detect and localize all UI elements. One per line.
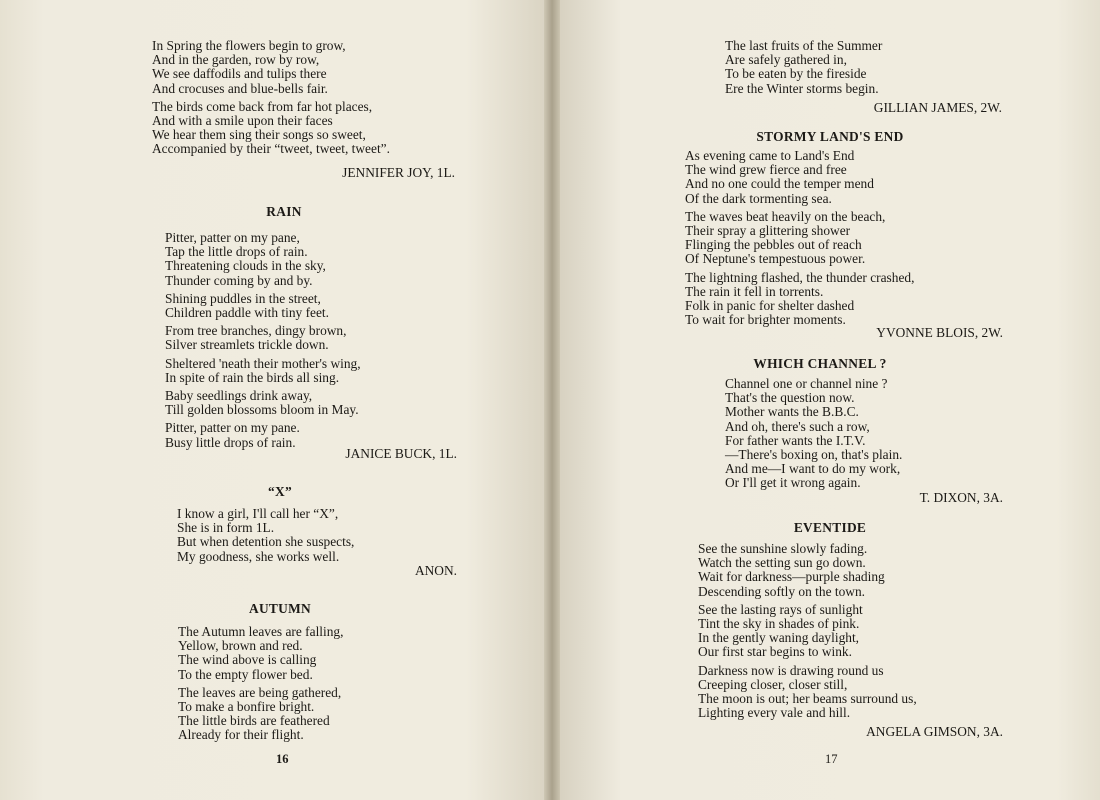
poem-line: The Autumn leaves are falling,: [178, 624, 344, 639]
stanza: [725, 377, 902, 491]
poem-line: Tap the little drops of rain.: [165, 244, 308, 260]
poem-line: Channel one or channel nine ?: [725, 376, 888, 391]
book-gutter: [544, 0, 560, 800]
poem-line: The last fruits of the Summer: [725, 38, 883, 53]
stanza: [165, 389, 361, 417]
poem-line: And no one could the temper mend: [685, 176, 874, 192]
poem-line: Are safely gathered in,: [725, 52, 847, 68]
poem-line: For father wants the I.T.V.: [725, 432, 866, 448]
poem-line: But when detention she suspects,: [177, 534, 355, 550]
author-janice-buck: JANICE BUCK, 1L.: [345, 446, 457, 461]
poem-x: [177, 507, 354, 568]
poem-line: Or I'll get it wrong again.: [725, 475, 861, 491]
poem-line: Watch the setting sun go down.: [698, 555, 866, 571]
poem-line: That's the question now.: [725, 390, 855, 406]
title-eventide: EVENTIDE: [793, 520, 867, 535]
author-jennifer-joy: JENNIFER JOY, 1L.: [342, 165, 455, 180]
poem-line: The lightning flashed, the thunder crashed,: [685, 269, 915, 285]
poem-line: Mother wants the B.B.C.: [725, 404, 859, 420]
poem-line: Silver streamlets trickle down.: [165, 337, 329, 353]
stanza: [152, 39, 390, 96]
title-x: “X”: [268, 484, 292, 499]
author-t-dixon: T. DIXON, 3A.: [919, 490, 1003, 505]
poem-rain: [165, 231, 361, 454]
stanza: [165, 357, 361, 385]
poem-line: Tint the sky in shades of pink.: [698, 616, 860, 632]
poem-line: My goodness, she works well.: [177, 548, 340, 564]
poem-line: Our first star begins to wink.: [698, 644, 852, 660]
poem-line: Children paddle with tiny feet.: [165, 305, 329, 321]
poem-which-channel: [725, 377, 902, 495]
poem-line: And me—I want to do my work,: [725, 461, 901, 477]
title-autumn: AUTUMN: [248, 601, 312, 616]
stanza: [177, 507, 354, 564]
poem-summer-end: [725, 39, 882, 100]
poem-line: And with a smile upon their faces: [152, 113, 333, 129]
poem-line: And oh, there's such a row,: [725, 418, 870, 434]
poem-line: She is in form 1L.: [177, 520, 275, 536]
poem-line: And in the garden, row by row,: [152, 52, 320, 68]
poem-line: Of the dark tormenting sea.: [685, 190, 832, 206]
poem-autumn: [178, 625, 343, 747]
poem-line: Busy little drops of rain.: [165, 434, 296, 450]
poem-line: Already for their flight.: [178, 727, 304, 743]
poem-eventide: [698, 542, 917, 724]
stanza: [685, 271, 914, 328]
stanza: [165, 231, 361, 288]
poem-line: Accompanied by their “tweet, tweet, tweet”.: [152, 141, 390, 157]
poem-line: Descending softly on the town.: [698, 583, 865, 599]
stanza: [698, 664, 917, 721]
poem-line: Baby seedlings drink away,: [165, 388, 313, 404]
poem-line: —There's boxing on, that's plain.: [725, 447, 903, 463]
poem-line: Yellow, brown and red.: [178, 638, 303, 654]
poem-stormy: [685, 149, 914, 331]
stanza: [698, 603, 917, 660]
stanza: [165, 421, 361, 449]
stanza: [685, 210, 914, 267]
poem-line: As evening came to Land's End: [685, 148, 855, 163]
poem-line: See the sunshine slowly fading.: [698, 541, 868, 556]
poem-line: Pitter, patter on my pane.: [165, 420, 300, 436]
poem-line: Darkness now is drawing round us: [698, 662, 884, 678]
author-anon: ANON.: [414, 563, 457, 578]
poem-line: To make a bonfire bright.: [178, 699, 315, 715]
stanza: [685, 149, 914, 206]
poem-line: Creeping closer, closer still,: [698, 676, 848, 692]
poem-line: From tree branches, dingy brown,: [165, 323, 347, 339]
poem-line: Of Neptune's tempestuous power.: [685, 251, 866, 267]
poem-line: Pitter, patter on my pane,: [165, 230, 300, 245]
poem-line: The wind grew fierce and free: [685, 162, 847, 178]
poem-line: I know a girl, I'll call her “X”,: [177, 506, 339, 521]
title-stormy-lands-end: STORMY LAND'S END: [756, 129, 904, 144]
poem-line: Ere the Winter storms begin.: [725, 80, 879, 96]
poem-line: Thunder coming by and by.: [165, 272, 313, 288]
poem-line: Flinging the pebbles out of reach: [685, 237, 862, 253]
poem-line: In the gently waning daylight,: [698, 630, 860, 646]
poem-line: Folk in panic for shelter dashed: [685, 298, 855, 314]
page-number-right: 17: [825, 752, 838, 766]
poem-line: To be eaten by the fireside: [725, 66, 867, 82]
poem-line: Lighting every vale and hill.: [698, 705, 851, 721]
poem-line: Sheltered 'neath their mother's wing,: [165, 355, 361, 371]
poem-line: To the empty flower bed.: [178, 666, 313, 682]
stanza: [178, 686, 343, 743]
stanza: [725, 39, 882, 96]
author-gillian-james: GILLIAN JAMES, 2W.: [873, 100, 1002, 115]
poem-line: In Spring the flowers begin to grow,: [152, 38, 346, 53]
stanza: [178, 625, 343, 682]
poem-line: Threatening clouds in the sky,: [165, 258, 326, 274]
poem-line: Wait for darkness—purple shading: [698, 569, 885, 585]
poem-line: See the lasting rays of sunlight: [698, 601, 863, 617]
poem-line: And crocuses and blue-bells fair.: [152, 80, 328, 96]
poem-line: The birds come back from far hot places,: [152, 98, 373, 114]
author-yvonne-blois: YVONNE BLOIS, 2W.: [876, 325, 1003, 340]
poem-line: We see daffodils and tulips there: [152, 66, 327, 82]
page-number-left: 16: [276, 752, 289, 766]
poem-line: The moon is out; her beams surround us,: [698, 691, 917, 707]
poem-line: To wait for brighter moments.: [685, 312, 846, 328]
poem-line: Shining puddles in the street,: [165, 290, 321, 306]
author-angela-gimson: ANGELA GIMSON, 3A.: [866, 724, 1003, 739]
title-rain: RAIN: [266, 204, 302, 219]
poem-line: In spite of rain the birds all sing.: [165, 369, 340, 385]
poem-line: Their spray a glittering shower: [685, 223, 851, 239]
poem-line: We hear them sing their songs so sweet,: [152, 127, 366, 143]
poem-spring: [152, 39, 390, 161]
stanza: [152, 100, 390, 157]
poem-line: The rain it fell in torrents.: [685, 283, 824, 299]
poem-line: The waves beat heavily on the beach,: [685, 208, 886, 224]
poem-line: The wind above is calling: [178, 652, 317, 668]
title-which-channel: WHICH CHANNEL ?: [753, 356, 887, 371]
stanza: [698, 542, 917, 599]
poem-line: The leaves are being gathered,: [178, 684, 342, 700]
stanza: [165, 324, 361, 352]
stanza: [165, 292, 361, 320]
poem-line: The little birds are feathered: [178, 713, 330, 729]
poem-line: Till golden blossoms bloom in May.: [165, 402, 359, 418]
